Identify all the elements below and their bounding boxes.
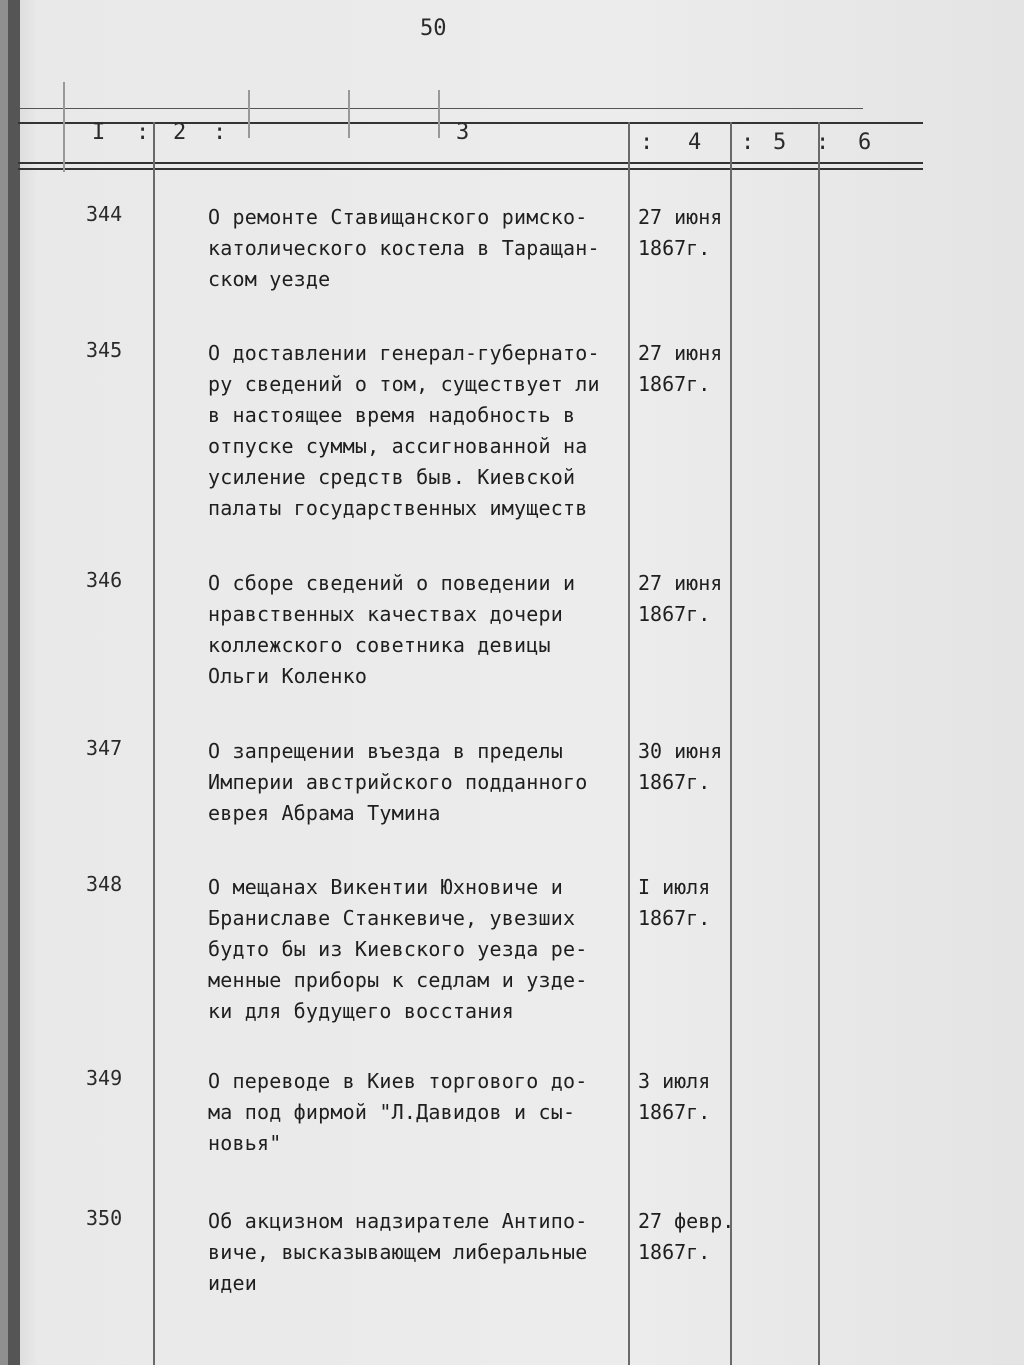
entry-date: I июля 1867г. — [638, 875, 711, 930]
entry-date: 3 июля 1867г. — [638, 1069, 711, 1124]
entry-number: 345 — [86, 338, 123, 362]
entry-date: 27 февр. 1867г. — [638, 1209, 735, 1264]
header-separator: : — [136, 120, 150, 145]
entry-title: О сборе сведений о поведении и нравственных качествах дочери коллежского советника девицы Ольги Коленко — [208, 571, 576, 688]
entry-date: 27 июня 1867г. — [638, 341, 723, 396]
entry-number: 346 — [86, 568, 123, 592]
table-rule-top — [18, 108, 863, 109]
column-divider — [438, 90, 440, 138]
header-col-2: 2 — [173, 120, 187, 145]
entry-title: О доставлении генерал-губернато- ру сведений о том, существует ли в настоящее время надобность в отпуске суммы, ассигнованной на усиление средств быв. Киевской палаты государственных имуществ — [208, 341, 600, 520]
binding-edge — [8, 0, 20, 1365]
entry-title: О мещанах Викентии Юхновиче и Браниславе Станкевиче, увезших будто бы из Киевского уезда ре- менные приборы к седлам и узде- ки для будущего восстания — [208, 875, 588, 1023]
page-number: 50 — [420, 16, 447, 41]
header-separator: : — [816, 130, 830, 155]
entry-title: О запрещении въезда в пределы Империи австрийского подданного еврея Абрама Тумина — [208, 739, 588, 825]
header-col-3: 3 — [456, 120, 470, 145]
entry-title: О ремонте Ставищанского римско- католического костела в Таращан- ском уезде — [208, 205, 600, 291]
entry-number: 348 — [86, 872, 123, 896]
column-divider — [153, 122, 155, 1365]
header-separator: : — [741, 130, 755, 155]
header-col-4: 4 — [688, 130, 702, 155]
header-separator: : — [213, 120, 227, 145]
entry-date: 27 июня 1867г. — [638, 205, 723, 260]
header-col-6: 6 — [858, 130, 872, 155]
entry-date: 30 июня 1867г. — [638, 739, 723, 794]
header-col-1: I — [92, 120, 106, 145]
entry-number: 349 — [86, 1066, 123, 1090]
entry-number: 347 — [86, 736, 123, 760]
entry-date: 27 июня 1867г. — [638, 571, 723, 626]
column-divider — [248, 90, 250, 138]
column-divider — [348, 90, 350, 138]
column-divider — [818, 122, 820, 1365]
entry-title: О переводе в Киев торгового до- ма под фирмой "Л.Давидов и сы- новья" — [208, 1069, 588, 1155]
entry-number: 344 — [86, 202, 123, 226]
header-col-5: 5 — [773, 130, 787, 155]
header-separator: : — [640, 130, 654, 155]
document-page — [8, 0, 1024, 1365]
entry-title: Об акцизном надзирателе Антипо- виче, высказывающем либеральные идеи — [208, 1209, 588, 1295]
column-divider — [63, 82, 65, 172]
entry-number: 350 — [86, 1206, 123, 1230]
